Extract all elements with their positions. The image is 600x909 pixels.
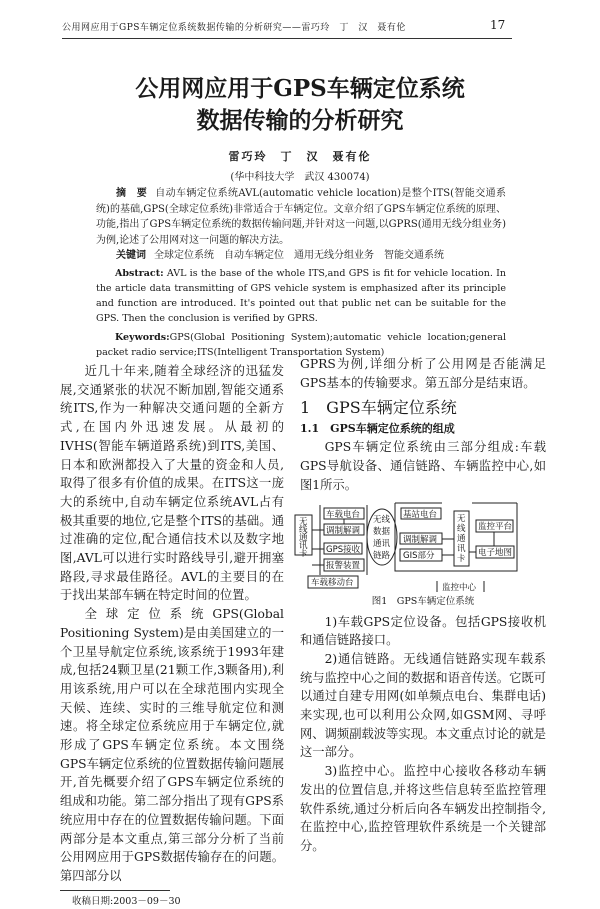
running-header: 公用网应用于GPS车辆定位系统数据传输的分析研究——雷巧玲 丁 汉 聂有伦 <box>62 23 406 33</box>
keywords-en-label: Keywords: <box>115 331 170 343</box>
affiliation: (华中科技大学 武汉 430074) <box>230 172 370 183</box>
base-radio-label: 基站电台 <box>403 509 438 520</box>
keywords-cn <box>96 248 506 264</box>
svg-text:数据: 数据 <box>373 526 391 537</box>
svg-text:无线: 无线 <box>373 514 391 525</box>
list-item: 2)通信链路。无线通信链路实现车载系统与监控中心之间的数据和语音传送。它既可以通过自建专用网(如单频点电台、集群电话)来实现,也可以利用公众网,如GSM网、寻呼网、调频副载波等实现。本文重点讨论的就是这一部分。 <box>300 651 546 760</box>
abstract-en <box>96 266 506 326</box>
svg-text:通: 通 <box>299 532 308 543</box>
electronic-map-label: 电子地图 <box>478 547 513 558</box>
svg-text:卡: 卡 <box>457 553 466 564</box>
keywords-en-text: GPS(Global Positioning System);automatic vehicle location;general packet radio service;ITS(Intelligent Transportation System) <box>96 331 506 358</box>
gps-receiver-label: GPS接收 <box>326 544 361 555</box>
alarm-label: 报警装置 <box>326 560 361 571</box>
svg-text:通: 通 <box>457 533 466 544</box>
svg-text:无: 无 <box>299 516 308 527</box>
svg-text:线: 线 <box>299 524 308 535</box>
link-label <box>373 514 391 561</box>
right-column-intro: GPRS为例,详细分析了公用网是否能满足GPS基本的传输要求。第五部分是结束语。 <box>300 357 546 390</box>
header-rule <box>62 38 512 39</box>
monitor-center-label: 监控中心 <box>442 582 477 593</box>
left-column <box>60 362 284 909</box>
section-1-heading: 1 GPS车辆定位系统 <box>300 398 457 418</box>
center-modem-label: 调制解调 <box>403 534 438 545</box>
mobile-station-label: 车载移动台 <box>311 577 354 588</box>
vehicle-modem-label: 调制解调 <box>326 525 361 536</box>
keywords-cn-text: 全球定位系统 自动车辆定位 通用无线分组业务 智能交通系统 <box>154 250 444 261</box>
vehicle-radio-label: 车载电台 <box>326 509 361 520</box>
svg-text:线: 线 <box>457 523 466 534</box>
figure-1-caption: 图1 GPS车辆定位系统 <box>371 595 475 607</box>
abstract-en-label: Abstract: <box>115 267 164 279</box>
authors: 雷巧玲 丁 汉 聂有伦 <box>228 150 372 163</box>
list-item: 3)监控中心。监控中心接收各移动车辆发出的位置信息,并将这些信息转至监控管理软件系统,通过分析后向各车辆发出控制指令,在监控中心,监控管理软件系统是一个关键部分。 <box>300 764 546 853</box>
body-paragraph: 全球定位系统GPS(Global Positioning System)是由美国建立的一个卫星导航定位系统,该系统于1993年建成,包括24颗卫星(21颗工作,3颗备用),利用该系统,用户可以在全球范围内实现全天候、连续、实时的三维导航定位和测速。将全球定位系统应用于车辆定位,就形成了GPS车辆定位系统。本文围绕GPS车辆定位系统的位置数据传输问题展开,首先概要介绍了GPS车辆定位系统的组成和功能。第二部分指出了现有GPS系统应用中存在的位置数据传输问题。下面两部分是本文重点,第三部分分析了当前公用网应用于GPS数据传输存在的问题。第四部分以 <box>60 607 284 883</box>
right-column <box>300 355 546 856</box>
section-1-1-heading: 1.1 GPS车辆定位系统的组成 <box>300 422 455 436</box>
list-item: 1)车载GPS定位设备。包括GPS接收机和通信链路接口。 <box>300 614 546 648</box>
page-number: 17 <box>490 18 506 32</box>
svg-text:讯: 讯 <box>299 540 308 551</box>
footnote-rule <box>60 890 170 891</box>
svg-text:讯: 讯 <box>457 543 466 554</box>
body-paragraph: 近几十年来,随着全球经济的迅猛发展,交通紧张的状况不断加剧,智能交通系统ITS,作为一种解决交通问题的全新方式,在国内外迅速发展。从最初的IVHS(智能车辆道路系统)到ITS,美国、日本和欧洲都投入了大量的资金和人员,取得了很多有价值的成果。在ITS这一庞大的系统中,自动车辆定位系统AVL占有极其重要的地位,它是整个ITS的基础。通过准确的定位,配合通信技术以及数字地图,AVL可以进行实时路线导引,避开拥塞路段,寻求最佳路径。AVL的主要目的在于找出某部车辆在特定时间的位置。 <box>60 364 284 603</box>
vehicle-card-label <box>299 517 308 559</box>
svg-text:卡: 卡 <box>299 548 308 559</box>
svg-text:通讯: 通讯 <box>373 538 391 549</box>
paper-title-line1: 公用网应用于GPS车辆定位系统 <box>135 75 465 102</box>
abstract-block <box>96 186 506 360</box>
abstract-en-text: AVL is the base of the whole ITS,and GPS is fit for vehicle location. In the article data transmitting of GPS vehicle system is emphasized after its principle and function are introduced. It's pointed out that public net can be suitable for the GPS. Then the conclusion is verified by GPRS. <box>96 267 506 324</box>
figure-1-diagram <box>292 501 554 595</box>
abstract-cn-text: 自动车辆定位系统AVL(automatic vehicle location)是整个ITS(智能交通系统)的基础,GPS(全球定位系统)非常适合于车辆定位。文章介绍了GPS车辆定位系统的原理、功能,指出了GPS车辆定位系统的数据传输问题,并针对这一问题,以GPRS(通用无线分组业务)为例,论述了公用网对这一问题的解决方法。 <box>96 188 507 246</box>
footnote-received-date: 收稿日期:2003－09－30 <box>72 895 181 907</box>
monitor-platform-label: 监控平台 <box>478 521 513 532</box>
keywords-cn-label: 关键词 <box>116 250 146 261</box>
center-card-label <box>457 514 466 564</box>
abstract-cn-label: 摘 要 <box>116 188 148 199</box>
section-1-1-text: GPS车辆定位系统由三部分组成:车载GPS导航设备、通信链路、车辆监控中心,如图1所示。 <box>300 440 546 492</box>
svg-text:无: 无 <box>457 513 466 524</box>
paper-title-line2: 数据传输的分析研究 <box>196 107 404 134</box>
svg-text:链路: 链路 <box>373 550 391 561</box>
gis-label: GIS部分 <box>403 550 435 561</box>
abstract-cn <box>96 186 506 248</box>
